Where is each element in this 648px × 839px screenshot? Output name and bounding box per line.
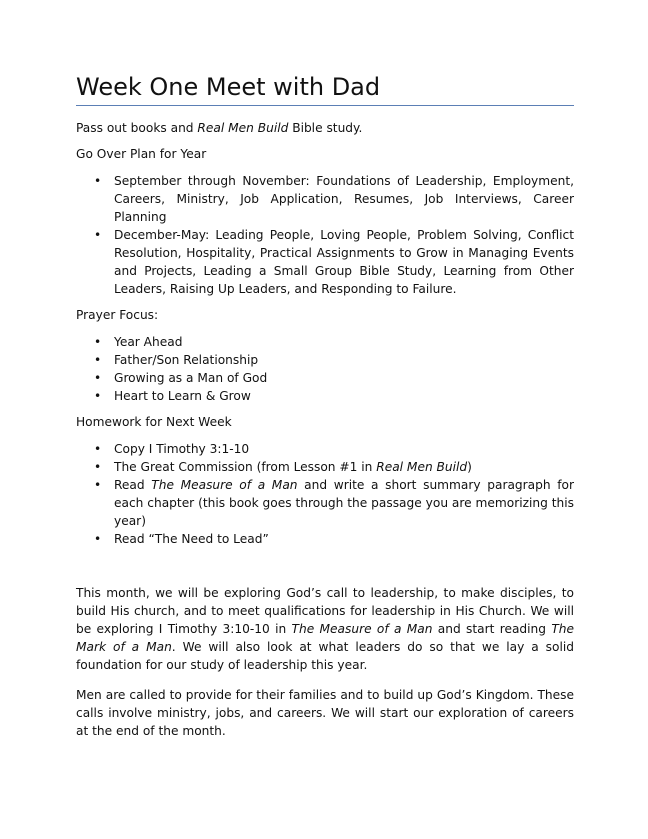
- homework-item-text: Read “The Need to Lead”: [114, 532, 269, 546]
- bullet-icon: •: [94, 371, 102, 385]
- list-item: [76, 387, 574, 405]
- list-item: [76, 369, 574, 387]
- plan-list: [76, 172, 574, 298]
- prayer-item-text: Year Ahead: [114, 335, 183, 349]
- book-title: The Mark of a Man: [76, 622, 575, 654]
- paragraph-text: This month, we will be exploring God’s call to leadership, to make disciples, to build His church, and to meet qualifications for leadership in His Church. We will be exploring I Timothy 3:10-10 in: [76, 586, 574, 636]
- bullet-icon: •: [94, 460, 102, 474]
- month-overview-paragraph: [76, 584, 574, 674]
- bullet-icon: •: [94, 389, 102, 403]
- plan-item-text: September through November: Foundations of Leadership, Employment, Careers, Ministry, Job Application, Resumes, Job Interviews, Career Planning: [114, 174, 574, 224]
- prayer-list: [76, 333, 574, 405]
- bullet-icon: •: [94, 174, 102, 188]
- homework-item-text: Copy I Timothy 3:1-10: [114, 442, 250, 456]
- document-page: [76, 72, 574, 740]
- homework-item-text-end: and write a short summary paragraph for each chapter (this book goes through the passage you are memorizing this year): [114, 478, 575, 528]
- bullet-icon: •: [94, 442, 102, 456]
- list-item: [76, 530, 574, 548]
- list-item: [76, 172, 574, 226]
- bullet-icon: •: [94, 353, 102, 367]
- prayer-item-text: Heart to Learn & Grow: [114, 389, 251, 403]
- list-item: [76, 226, 574, 298]
- list-item: [76, 351, 574, 369]
- plan-item-text: December-May: Leading People, Loving People, Problem Solving, Conflict Resolution, Hospitality, Practical Assignments to Grow in Managing Events and Projects, Leading a Small Group Bible Study, Learning from Other Leaders, Raising Up Leaders, and Responding to Failure.: [114, 228, 574, 296]
- list-item: [76, 458, 574, 476]
- paragraph-text: and start reading: [432, 622, 552, 636]
- careers-paragraph: Men are called to provide for their families and to build up God’s Kingdom. These calls involve ministry, jobs, and careers. We will start our exploration of careers at the end of the month.: [76, 688, 574, 738]
- homework-item-text: The Great Commission (from Lesson #1 in: [114, 460, 377, 474]
- bullet-icon: •: [94, 532, 102, 546]
- list-item: [76, 476, 574, 530]
- book-title: The Measure of a Man: [291, 622, 433, 636]
- list-item: [76, 333, 574, 351]
- prayer-item-text: Growing as a Man of God: [114, 371, 268, 385]
- paragraph-text: . We will also look at what leaders do so that we lay a solid foundation for our study of leadership this year.: [76, 640, 574, 672]
- prayer-heading: Prayer Focus:: [76, 308, 159, 322]
- plan-heading: Go Over Plan for Year: [76, 147, 207, 161]
- homework-book-title: Real Men Build: [376, 460, 468, 474]
- page-title: Week One Meet with Dad: [76, 72, 574, 106]
- homework-item-text: Read: [114, 478, 152, 492]
- homework-heading: Homework for Next Week: [76, 415, 232, 429]
- bullet-icon: •: [94, 228, 102, 242]
- homework-list: [76, 440, 574, 548]
- intro-text: Pass out books and: [76, 121, 198, 135]
- intro-text-end: Bible study.: [288, 121, 363, 135]
- intro-book-title: Real Men Build: [197, 121, 289, 135]
- bullet-icon: •: [94, 478, 102, 492]
- list-item: [76, 440, 574, 458]
- bullet-icon: •: [94, 335, 102, 349]
- prayer-item-text: Father/Son Relationship: [114, 353, 259, 367]
- homework-item-text-end: ): [467, 460, 472, 474]
- intro-line: [76, 119, 574, 137]
- homework-book-title: The Measure of a Man: [151, 478, 298, 492]
